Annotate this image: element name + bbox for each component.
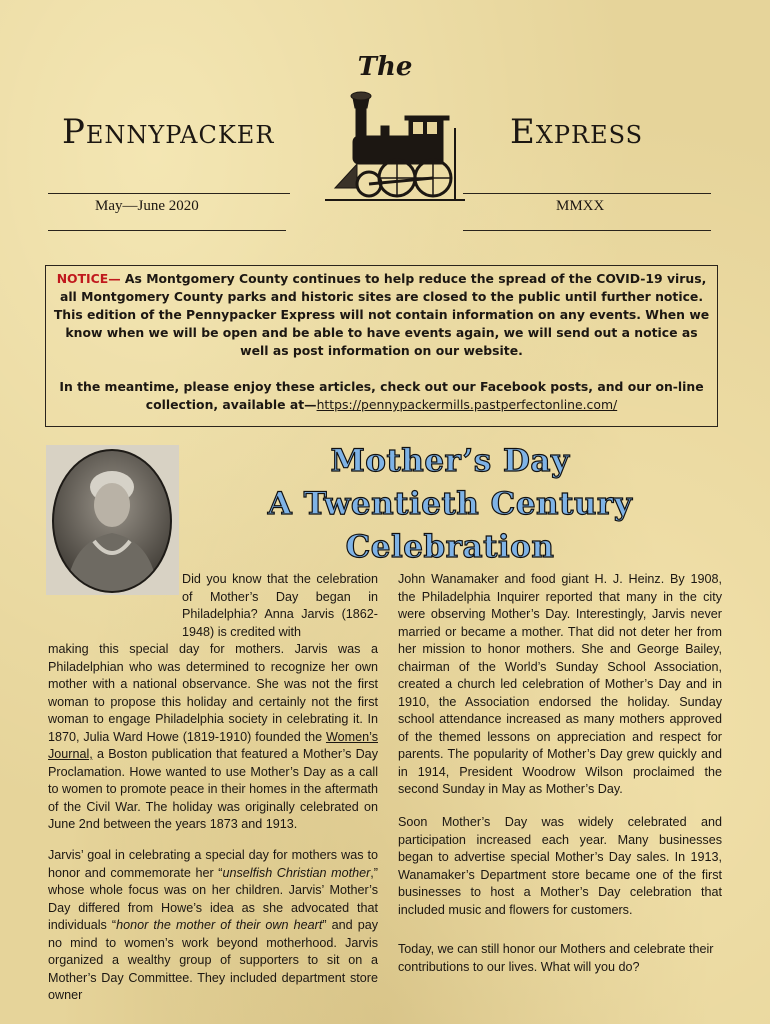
p1-text-b: a Boston publication that featured a Mother’s Day Proclamation. Howe wanted to use Mother’s Day as a call to women to promote peace in their homes in the aftermath of the Civil War. The holiday was originally celebrated on June 2nd between the years 1873 and 1913. (48, 747, 378, 831)
p1-text-a: making this special day for mothers. Jarvis was a Philadelphian who was determined to recognize her own mother with a national observance. She was not the first woman to propose this holiday and certainly not the first woman to engage Philadelphia society in celebrating it. In 1870, Julia Ward Howe (1819-1910) founded the (48, 642, 378, 744)
p2-quote-1: unselfish Christian mother (222, 865, 371, 880)
masthead-rule-left-bottom (48, 230, 286, 231)
article-intro-wrap: Did you know that the celebration of Mother’s Day began in Philadelphia? Anna Jarvis (1862-1948) is credited with (182, 572, 378, 639)
masthead-rule-right-bottom (463, 230, 711, 231)
notice-collection-paragraph (52, 378, 711, 414)
p2-quote-2: honor the mother of their own heart (116, 918, 323, 932)
masthead-rule-left-top (48, 193, 290, 194)
masthead-rule-right-top (463, 193, 711, 194)
headline-line-2: A Twentieth Century (267, 486, 633, 522)
womens-journal-title: Women’s Journal, (48, 729, 378, 761)
headline-line-1: Mother’s Day (330, 443, 570, 479)
article-paragraph-2 (48, 847, 378, 1005)
p2-text-c: ” and pay no mind to women’s work beyond motherhood. Jarvis organized a wealthy group of supporters to sit on a Mother’s Day Committee. They included department store owner (48, 918, 379, 1002)
notice-paragraph (52, 270, 711, 360)
masthead-the: The (357, 52, 413, 82)
covid-notice-box (45, 265, 718, 427)
notice-label: NOTICE— (56, 271, 121, 286)
article-paragraph-3: John Wanamaker and food giant H. J. Heinz. By 1908, the Philadelphia Inquirer reported that many in the city were observing Mother’s Day. Interestingly, Jarvis never married or became a mother. That did not deter her from her mission to honor mothers. She and George Bailey, chairman of the World’s Sunday School Association, created a church led celebration of Mother’s Day and in 1910, the Association endorsed the holiday. Sunday school attendance increased as many mothers approved of the themed lessons on appreciation and respect for parents. The popularity of Mother’s Day grew quickly and in 1914, President Woodrow Wilson proclaimed the second Sunday in May as Mother’s Day. (398, 572, 722, 796)
p2-text-b: ,” whose whole focus was on her children. Jarvis’ Mother’s Day differed from Howe’s idea as she advocated that individuals “ (48, 865, 378, 932)
article-headline (200, 440, 700, 569)
issue-year: MMXX (556, 198, 605, 214)
masthead-express: Express (510, 112, 644, 152)
headline-line-3: Celebration (345, 529, 555, 565)
article-paragraph-4: Soon Mother’s Day was widely celebrated and participation increased each year. Many businesses began to advertise special Mother’s Day sales. In 1913, Wanamaker’s Department store became one of the first businesses to host a Mother’s Day celebration that included music and flowers for customers. (398, 815, 722, 917)
collection-link[interactable]: https://pennypackermills.pastperfectonline.com/ (316, 397, 618, 412)
article-paragraph-1 (48, 641, 378, 834)
anna-jarvis-portrait (46, 445, 179, 595)
issue-date: May—June 2020 (95, 198, 199, 214)
locomotive-illustration (325, 88, 465, 218)
notice-text: As Montgomery County continues to help reduce the spread of the COVID-19 virus, all Montgomery County parks and historic sites are closed to the public until further notice. This edition of the Pennypacker Express will not contain information on any events. When we know when we will be open and be able to have events again, we will send out a notice as well as post information on our website. (53, 271, 710, 358)
p2-text-a: Jarvis’ goal in celebrating a special day for mothers was to honor and commemorate her “ (48, 848, 378, 880)
article-paragraph-5: Today, we can still honor our Mothers and celebrate their contributions to our lives. What will you do? (398, 942, 714, 974)
masthead-pennypacker: Pennypacker (62, 112, 275, 152)
notice-collection-text: In the meantime, please enjoy these articles, check out our Facebook posts, and our on-line collection, available at— (59, 379, 704, 412)
